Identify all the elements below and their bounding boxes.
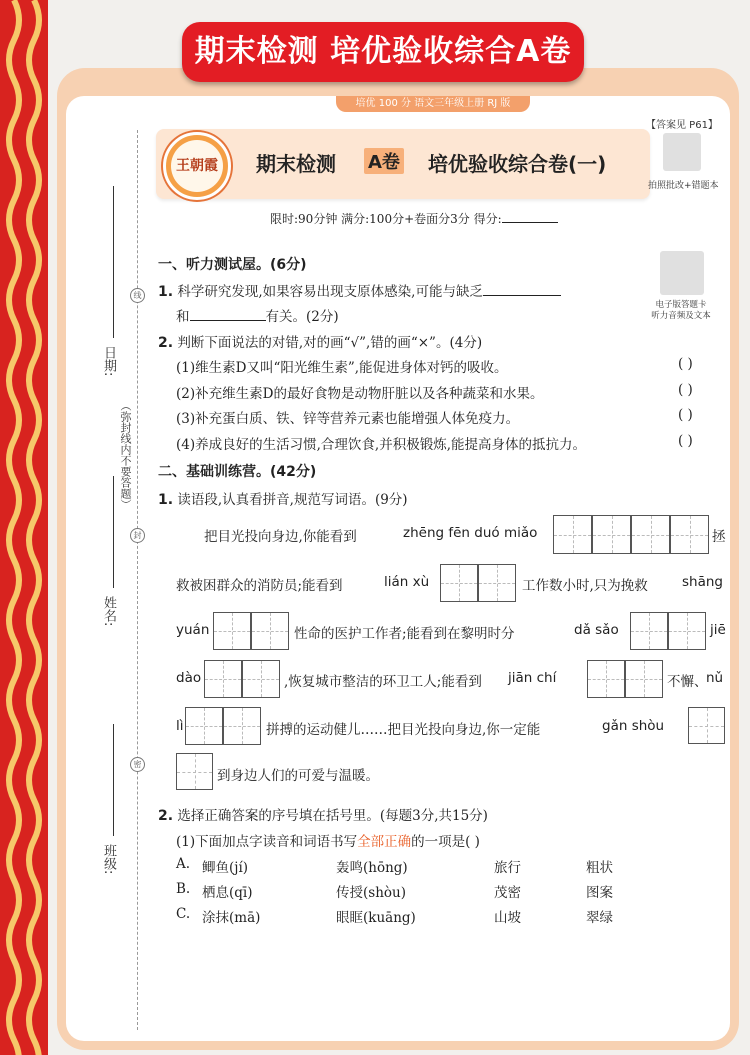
option-label: A. xyxy=(176,856,191,872)
option-label: C. xyxy=(176,906,191,922)
qr-caption-2: 电子版答题卡 听力音频及文本 xyxy=(651,300,711,321)
writing-box[interactable] xyxy=(242,660,280,698)
para-text: 救被困群众的消防员;能看到 xyxy=(176,578,343,594)
answer-paren[interactable]: ( ) xyxy=(678,407,693,423)
writing-box[interactable] xyxy=(625,660,663,698)
writing-box[interactable] xyxy=(668,612,706,650)
section-1-title: 一、听力测试屋。(6分) xyxy=(158,257,307,273)
seal-line xyxy=(137,130,138,1030)
option-word: 粗状 xyxy=(586,860,613,876)
para-text: ,恢复城市整洁的环卫工人;能看到 xyxy=(284,674,482,690)
para-text: 不懈、 xyxy=(667,674,708,690)
option-word: 涂抹(mā) xyxy=(202,910,261,926)
option-word: 栖息(qī) xyxy=(202,885,253,901)
answer-paren[interactable]: ( ) xyxy=(678,382,693,398)
para-text: 性命的医护工作者;能看到在黎明时分 xyxy=(294,626,515,642)
s2-q1: 1. 读语段,认真看拼音,规范写词语。(9分) xyxy=(158,492,408,508)
exam-badge: A卷 xyxy=(364,148,404,174)
answer-paren[interactable]: ( ) xyxy=(678,356,693,372)
option-word: 轰鸣(hōng) xyxy=(336,860,408,876)
writing-box[interactable] xyxy=(204,660,242,698)
writing-box[interactable] xyxy=(213,612,251,650)
s2-q2: 2. 选择正确答案的序号填在括号里。(每题3分,共15分) xyxy=(158,808,488,824)
writing-box[interactable] xyxy=(688,707,725,744)
pinyin: dǎ sǎo xyxy=(574,622,619,638)
pinyin: jiān chí xyxy=(508,670,557,686)
class-underline[interactable] xyxy=(113,724,114,836)
option-word: 旅行 xyxy=(494,860,521,876)
pinyin: nǔ xyxy=(706,670,724,686)
para-text: 拼搏的运动健儿……把目光投向身边,你一定能 xyxy=(266,722,541,738)
option-word: 眼眶(kuāng) xyxy=(336,910,416,926)
judge-item: (4)养成良好的生活习惯,合理饮食,并积极锻炼,能提高身体的抵抗力。 xyxy=(176,437,586,453)
para-text: 拯 xyxy=(712,529,726,545)
judge-item: (1)维生素D又叫“阳光维生素”,能促进身体对钙的吸收。 xyxy=(176,360,508,376)
exam-subtitle: 培优验收综合卷(一) xyxy=(428,152,607,176)
seal-circle: 密 xyxy=(130,757,145,772)
seal-notice: （弥封线内不要答题） xyxy=(119,400,132,510)
q1: 1. 科学研究发现,如果容易出现支原体感染,可能与缺乏 xyxy=(158,280,561,300)
date-label: 日期: xyxy=(101,346,116,377)
writing-box[interactable] xyxy=(251,612,289,650)
s2-q2-sub: (1)下面加点字读音和词语书写全部正确的一项是( ) xyxy=(176,834,480,850)
writing-box[interactable] xyxy=(223,707,261,745)
writing-box[interactable] xyxy=(670,515,709,554)
exam-title: 期末检测 xyxy=(256,152,336,176)
option-label: B. xyxy=(176,881,191,897)
seal-circle: 封 xyxy=(130,528,145,543)
qr-code-icon[interactable] xyxy=(663,133,701,171)
judge-item: (3)补充蛋白质、铁、锌等营养元素也能增强人体免疫力。 xyxy=(176,411,520,427)
pinyin: lián xù xyxy=(384,574,430,590)
gold-wave-decoration xyxy=(0,0,48,1055)
pinyin: yuán xyxy=(176,622,210,638)
time-limit-line: 限时:90分钟 满分:100分+卷面分3分 得分: xyxy=(270,210,558,227)
writing-box[interactable] xyxy=(553,515,592,554)
para-text: 工作数小时,只为挽救 xyxy=(522,578,648,594)
pinyin: zhēng fēn duó miǎo xyxy=(403,525,538,541)
pinyin: jiē xyxy=(710,622,726,638)
writing-box[interactable] xyxy=(185,707,223,745)
writing-box[interactable] xyxy=(631,515,670,554)
brand-logo: 王朝霞 xyxy=(171,140,223,192)
name-label: 姓名: xyxy=(101,596,116,627)
date-underline[interactable] xyxy=(113,186,114,338)
option-word: 茂密 xyxy=(494,885,521,901)
option-word: 翠绿 xyxy=(586,910,613,926)
qr-code-icon[interactable] xyxy=(660,251,704,295)
option-word: 山坡 xyxy=(494,910,521,926)
para-text: 到身边人们的可爱与温暖。 xyxy=(217,768,379,784)
judge-item: (2)补充维生素D的最好食物是动物肝脏以及各种蔬菜和水果。 xyxy=(176,386,544,402)
option-word: 传授(shòu) xyxy=(336,885,406,901)
writing-box[interactable] xyxy=(478,564,516,602)
option-word: 鲫鱼(jí) xyxy=(202,860,249,876)
pinyin: lì xyxy=(176,718,184,734)
q2: 2. 判断下面说法的对错,对的画“√”,错的画“×”。(4分) xyxy=(158,335,483,351)
option-word: 图案 xyxy=(586,885,613,901)
writing-box[interactable] xyxy=(630,612,668,650)
pinyin: shāng xyxy=(682,574,723,590)
writing-box[interactable] xyxy=(176,753,213,790)
writing-box[interactable] xyxy=(440,564,478,602)
seal-circle: 线 xyxy=(130,288,145,303)
pinyin: dào xyxy=(176,670,202,686)
section-2-title: 二、基础训练营。(42分) xyxy=(158,464,317,480)
para-text: 把目光投向身边,你能看到 xyxy=(204,529,357,545)
qr-caption: 拍照批改+错题本 xyxy=(648,181,719,191)
class-label: 班级: xyxy=(101,844,116,875)
answer-paren[interactable]: ( ) xyxy=(678,433,693,449)
writing-box[interactable] xyxy=(587,660,625,698)
pinyin: gǎn shòu xyxy=(602,718,665,734)
top-strip: 培优 100 分 语文三年级上册 RJ 版 xyxy=(336,96,530,112)
banner-title: 期末检测 培优验收综合A卷 xyxy=(182,22,584,82)
writing-box[interactable] xyxy=(592,515,631,554)
name-underline[interactable] xyxy=(113,476,114,588)
answer-reference: 【答案见 P61】 xyxy=(646,120,718,131)
q1-cont: 和 有关。(2分) xyxy=(176,309,339,325)
